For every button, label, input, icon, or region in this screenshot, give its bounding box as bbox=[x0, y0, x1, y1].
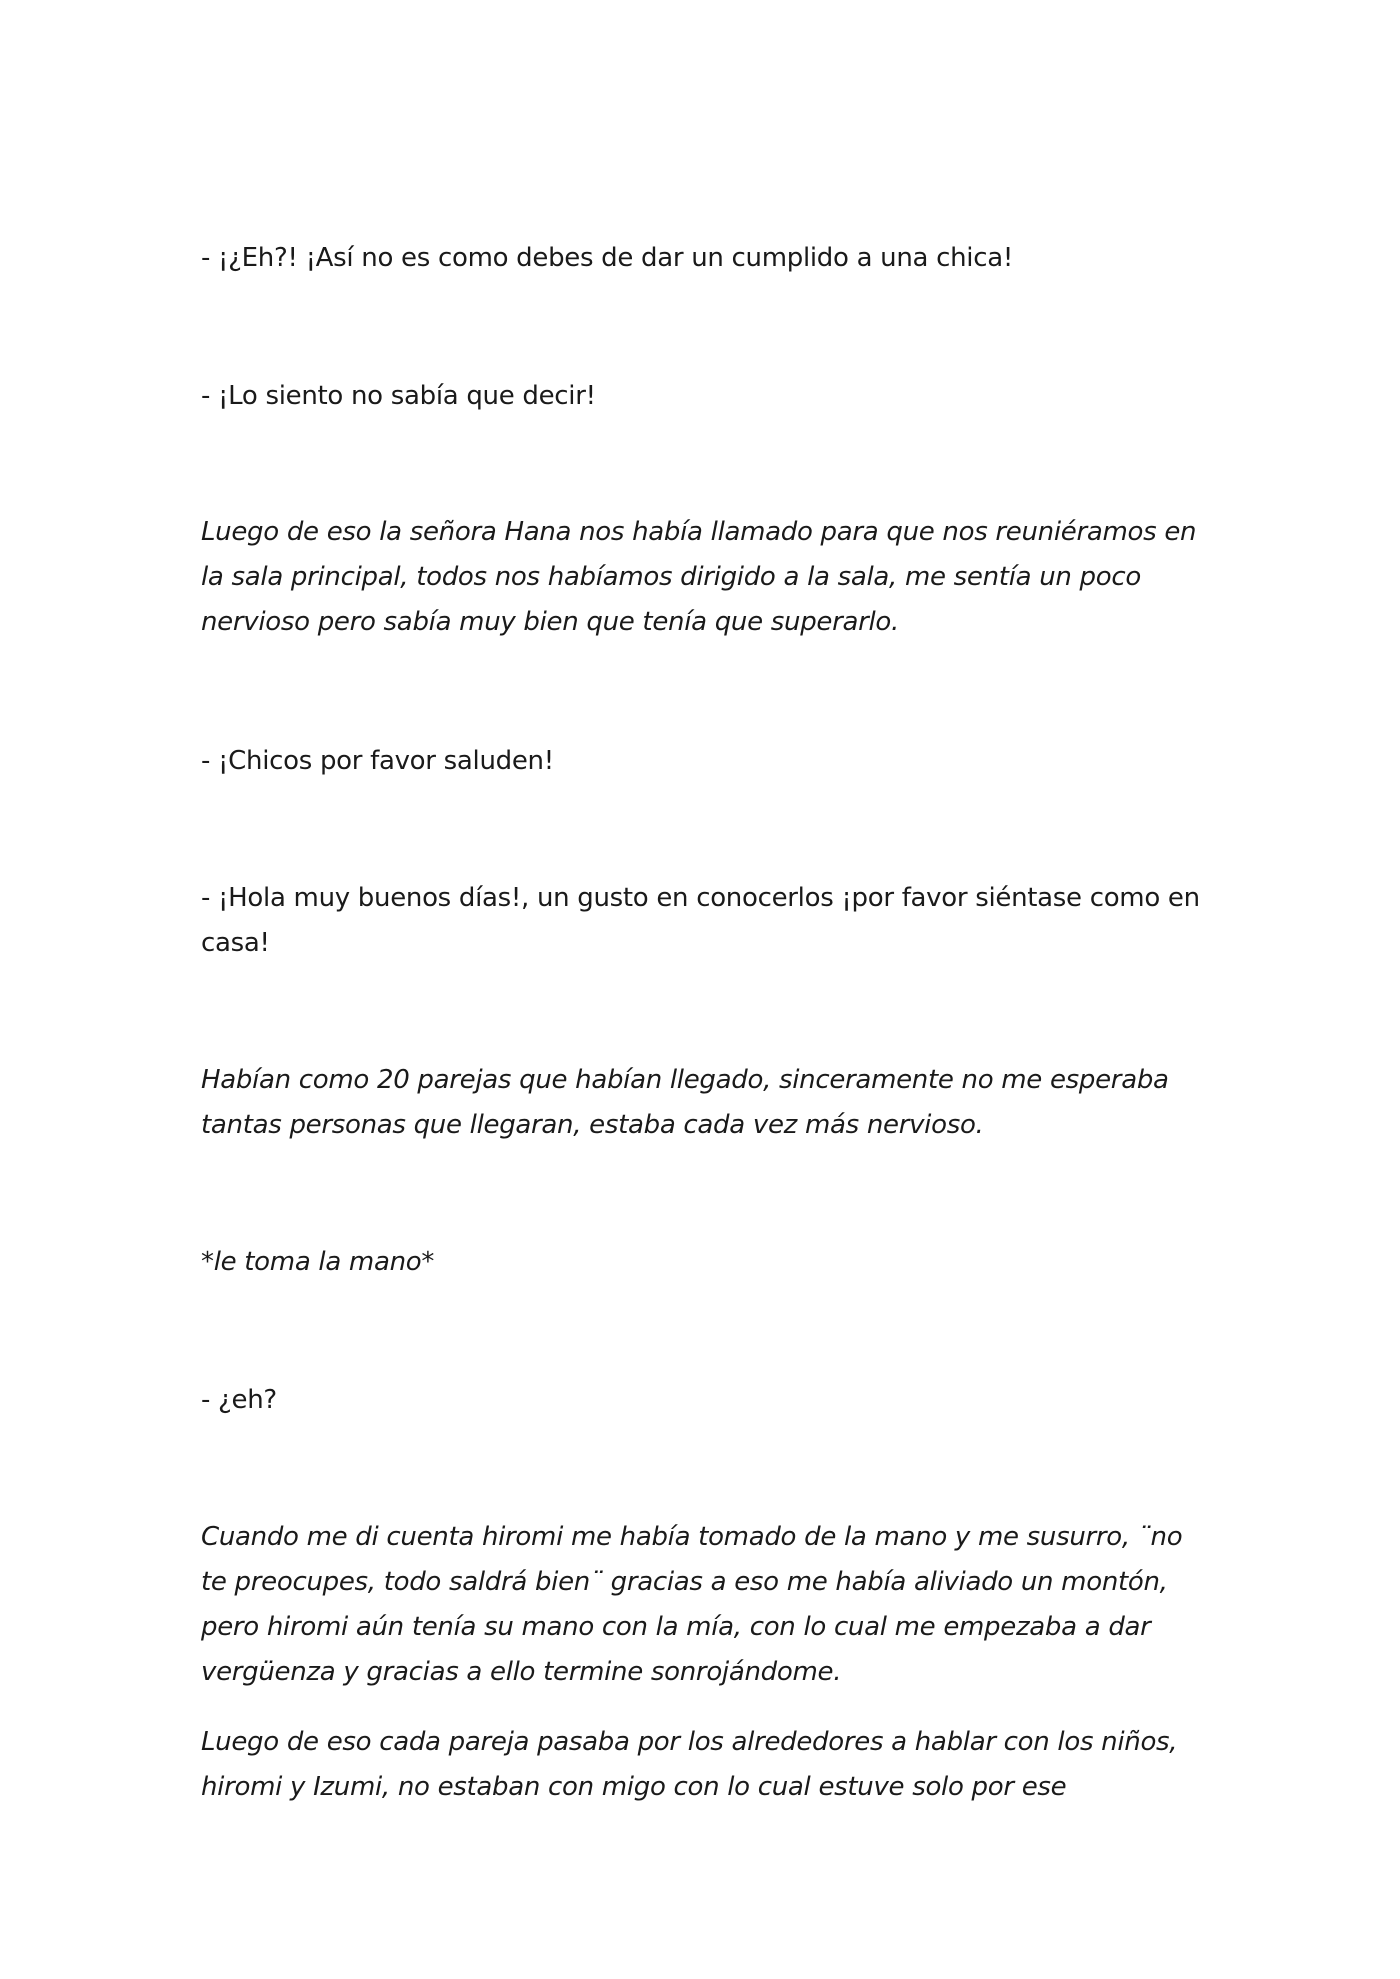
text-line: - ¡Lo siento no sabía que decir! bbox=[201, 381, 596, 411]
text-line: Cuando me di cuenta hiromi me había tomado de la mano y me susurro, ¨no bbox=[201, 1522, 1183, 1552]
text-line: Luego de eso la señora Hana nos había llamado para que nos reuniéramos en bbox=[201, 517, 1197, 547]
narration-paragraph-3 bbox=[201, 1240, 1201, 1285]
text-line: casa! bbox=[201, 928, 270, 958]
text-line: Luego de eso cada pareja pasaba por los alrededores a hablar con los niños, bbox=[201, 1727, 1178, 1757]
dialogue-paragraph-2 bbox=[201, 374, 1201, 419]
narration-paragraph-5 bbox=[201, 1720, 1201, 1810]
text-line: hiromi y Izumi, no estaban con migo con lo cual estuve solo por ese bbox=[201, 1772, 1067, 1802]
text-line: te preocupes, todo saldrá bien¨ gracias a eso me había aliviado un montón, bbox=[201, 1567, 1168, 1597]
text-line: tantas personas que llegaran, estaba cada vez más nervioso. bbox=[201, 1110, 984, 1140]
text-line: la sala principal, todos nos habíamos dirigido a la sala, me sentía un poco bbox=[201, 562, 1141, 592]
text-line: pero hiromi aún tenía su mano con la mía, con lo cual me empezaba a dar bbox=[201, 1612, 1151, 1642]
text-line: *le toma la mano* bbox=[201, 1247, 435, 1277]
narration-paragraph-2 bbox=[201, 1058, 1201, 1148]
text-line: vergüenza y gracias a ello termine sonrojándome. bbox=[201, 1657, 842, 1687]
dialogue-paragraph-1 bbox=[201, 236, 1201, 281]
dialogue-paragraph-4 bbox=[201, 876, 1201, 966]
text-line: - ¡¿Eh?! ¡Así no es como debes de dar un cumplido a una chica! bbox=[201, 243, 1013, 273]
text-line: - ¿eh? bbox=[201, 1385, 277, 1415]
text-line: - ¡Chicos por favor saluden! bbox=[201, 746, 554, 776]
text-line: Habían como 20 parejas que habían llegado, sinceramente no me esperaba bbox=[201, 1065, 1169, 1095]
text-line: - ¡Hola muy buenos días!, un gusto en conocerlos ¡por favor siéntase como en bbox=[201, 883, 1200, 913]
text-line: nervioso pero sabía muy bien que tenía que superarlo. bbox=[201, 607, 899, 637]
dialogue-paragraph-5 bbox=[201, 1378, 1201, 1423]
dialogue-paragraph-3 bbox=[201, 739, 1201, 784]
narration-paragraph-1 bbox=[201, 510, 1201, 645]
narration-paragraph-4 bbox=[201, 1515, 1201, 1695]
